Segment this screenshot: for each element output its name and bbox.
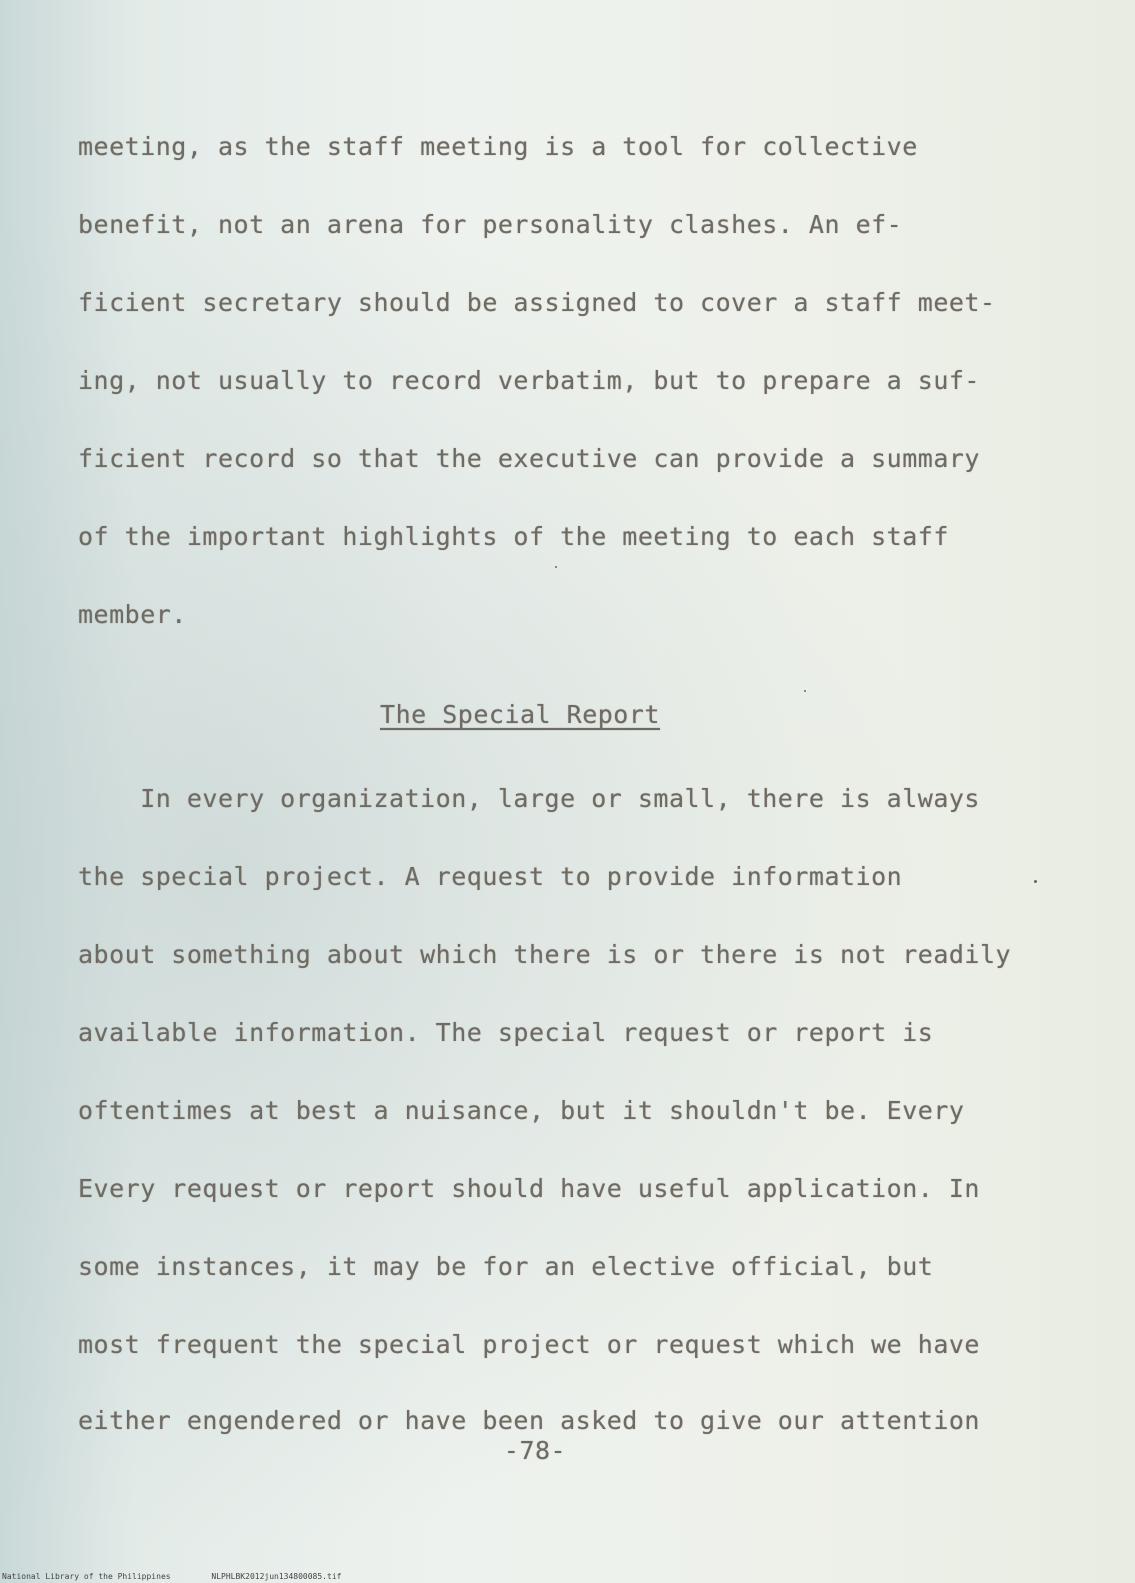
- body-line: In every organization, large or small, there is always: [78, 784, 980, 813]
- body-line: available information. The special request or report is: [78, 1018, 934, 1047]
- scan-footer: [2, 1572, 377, 1581]
- footer-library: National Library of the Philippines: [2, 1572, 171, 1581]
- section-heading: The Special Report: [380, 700, 660, 729]
- body-line: oftentimes at best a nuisance, but it shouldn't be. Every: [78, 1096, 965, 1125]
- body-line: either engendered or have been asked to give our attention: [78, 1406, 980, 1435]
- scan-speck: [1034, 880, 1037, 883]
- body-line: ing, not usually to record verbatim, but to prepare a suf-: [78, 366, 980, 395]
- body-line: most frequent the special project or request which we have: [78, 1330, 980, 1359]
- scan-speck: [804, 690, 806, 692]
- page-number: -78-: [503, 1436, 567, 1465]
- body-line: of the important highlights of the meeting to each staff: [78, 522, 949, 551]
- body-line: benefit, not an arena for personality clashes. An ef-: [78, 210, 903, 239]
- body-line: ficient record so that the executive can provide a summary: [78, 444, 980, 473]
- scan-speck: [555, 566, 557, 568]
- body-line: meeting, as the staff meeting is a tool for collective: [78, 132, 918, 161]
- body-line: the special project. A request to provide information: [78, 862, 903, 891]
- body-line: member.: [78, 600, 187, 629]
- body-line: about something about which there is or there is not readily: [78, 940, 1012, 969]
- body-line: some instances, it may be for an elective official, but: [78, 1252, 934, 1281]
- footer-file-name: NLPHLBK2012jun134800085.tif: [211, 1572, 342, 1581]
- body-line: Every request or report should have useful application. In: [78, 1174, 980, 1203]
- body-line: ficient secretary should be assigned to cover a staff meet-: [78, 288, 996, 317]
